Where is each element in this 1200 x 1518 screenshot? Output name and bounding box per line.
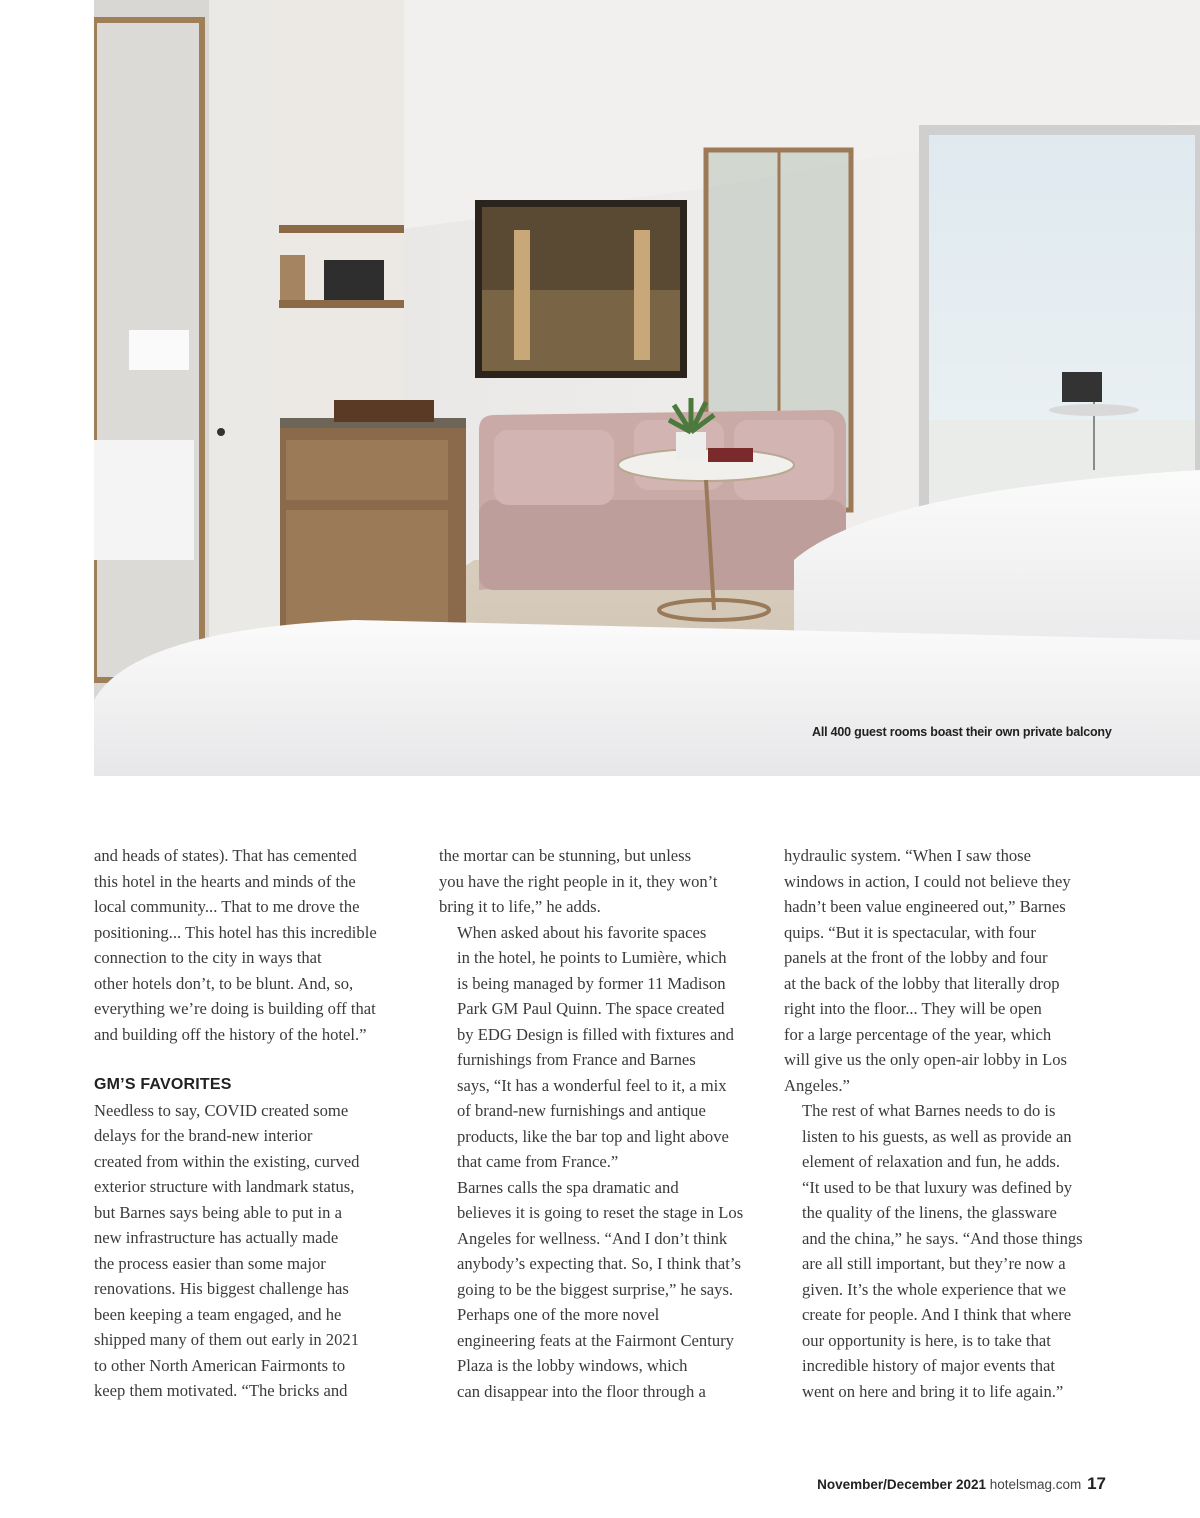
text-line: delays for the brand-new interior xyxy=(94,1126,313,1145)
text-line: can disappear into the floor through a xyxy=(457,1381,706,1401)
article-column-3 xyxy=(784,843,1108,1404)
text-line: believes it is going to reset the stage in Los xyxy=(457,1203,744,1222)
text-line: “It used to be that luxury was defined by xyxy=(802,1177,1073,1197)
text-line: in the hotel, he points to Lumière, which xyxy=(457,948,727,967)
text-line: created from within the existing, curved xyxy=(94,1151,360,1171)
text-line: hadn’t been value engineered out,” Barnes xyxy=(784,897,1066,916)
text-line: Park GM Paul Quinn. The space created xyxy=(457,999,725,1018)
text-line: Plaza is the lobby windows, which xyxy=(457,1356,688,1375)
text-line: renovations. His biggest challenge has xyxy=(94,1279,349,1298)
text-line: for a large percentage of the year, which xyxy=(784,1024,1052,1044)
text-line: other hotels don’t, to be blunt. And, so, xyxy=(94,973,354,993)
text-line: bring it to life,” he adds. xyxy=(439,897,601,916)
text-line: products, like the bar top and light above xyxy=(457,1126,729,1146)
issue-date: November/December 2021 xyxy=(817,1477,986,1492)
text-line: right into the floor... They will be open xyxy=(784,999,1042,1018)
photo-caption: All 400 guest rooms boast their own private balcony xyxy=(812,725,1112,739)
text-line: shipped many of them out early in 2021 xyxy=(94,1330,359,1349)
text-line: the quality of the linens, the glassware xyxy=(802,1203,1057,1222)
text-line: are all still important, but they’re now a xyxy=(802,1254,1066,1273)
text-line: everything we’re doing is building off that xyxy=(94,999,376,1018)
article-paragraph xyxy=(94,1098,418,1404)
text-line: windows in action, I could not believe they xyxy=(784,871,1071,891)
text-line: and heads of states). That has cemented xyxy=(94,846,357,865)
text-line: but Barnes says being able to put in a xyxy=(94,1202,342,1222)
article-paragraph xyxy=(784,843,1108,1098)
text-line: Needless to say, COVID created some xyxy=(94,1100,349,1120)
hotel-room-photo xyxy=(94,0,1200,776)
text-line: and the china,” he says. “And those things xyxy=(802,1228,1083,1248)
text-line: hydraulic system. “When I saw those xyxy=(784,846,1031,865)
article-column-2 xyxy=(439,843,763,1404)
text-line: create for people. And I think that where xyxy=(802,1305,1072,1324)
article-paragraph xyxy=(439,920,763,1175)
text-line: engineering feats at the Fairmont Century xyxy=(457,1330,734,1350)
text-line: keep them motivated. “The bricks and xyxy=(94,1381,348,1400)
text-line: furnishings from France and Barnes xyxy=(457,1050,696,1069)
text-line: been keeping a team engaged, and he xyxy=(94,1304,342,1324)
text-line: our opportunity is here, is to take that xyxy=(802,1330,1051,1350)
text-line: Perhaps one of the more novel xyxy=(457,1305,660,1324)
magazine-url: hotelsmag.com xyxy=(989,1477,1082,1492)
text-line: local community... That to me drove the xyxy=(94,897,360,916)
text-line: incredible history of major events that xyxy=(802,1356,1055,1375)
text-line: Angeles.” xyxy=(784,1075,850,1095)
text-line: you have the right people in it, they won’t xyxy=(439,871,718,891)
text-line: to other North American Fairmonts to xyxy=(94,1355,346,1375)
text-line: went on here and bring it to life again.” xyxy=(802,1381,1064,1401)
text-line: listen to his guests, as well as provide an xyxy=(802,1126,1072,1146)
text-line: The rest of what Barnes needs to do is xyxy=(802,1101,1056,1120)
text-line: Barnes calls the spa dramatic and xyxy=(457,1177,679,1197)
text-line: When asked about his favorite spaces xyxy=(457,922,707,942)
page-footer xyxy=(817,1474,1106,1494)
text-line: the mortar can be stunning, but unless xyxy=(439,846,692,865)
text-line: anybody’s expecting that. So, I think that’s xyxy=(457,1254,741,1273)
text-line: element of relaxation and fun, he adds. xyxy=(802,1152,1061,1171)
article-paragraph xyxy=(439,843,763,920)
text-line: and building off the history of the hotel.” xyxy=(94,1024,367,1044)
text-line: will give us the only open-air lobby in Los xyxy=(784,1050,1067,1069)
text-line: by EDG Design is filled with fixtures and xyxy=(457,1024,734,1044)
article-paragraph xyxy=(439,1175,763,1303)
text-line: the process easier than some major xyxy=(94,1253,326,1273)
text-line: says, “It has a wonderful feel to it, a mix xyxy=(457,1075,727,1095)
text-line: connection to the city in ways that xyxy=(94,948,322,967)
text-line: going to be the biggest surprise,” he says. xyxy=(457,1279,734,1299)
article-paragraph xyxy=(439,1302,763,1404)
text-line: new infrastructure has actually made xyxy=(94,1228,339,1247)
article-paragraph xyxy=(784,1098,1108,1404)
text-line: at the back of the lobby that literally drop xyxy=(784,973,1060,993)
text-line: quips. “But it is spectacular, with four xyxy=(784,922,1036,942)
text-line: Angeles for wellness. “And I don’t think xyxy=(457,1228,728,1248)
text-line: of brand-new furnishings and antique xyxy=(457,1101,706,1120)
article-column-1 xyxy=(94,843,418,1404)
article-paragraph xyxy=(94,843,418,1047)
text-line: given. It’s the whole experience that we xyxy=(802,1279,1067,1299)
text-line: this hotel in the hearts and minds of the xyxy=(94,871,356,891)
section-subhead: GM’S FAVORITES xyxy=(94,1076,232,1093)
text-line: panels at the front of the lobby and four xyxy=(784,948,1048,967)
page-number: 17 xyxy=(1087,1474,1106,1493)
text-line: positioning... This hotel has this incredible xyxy=(94,922,377,942)
text-line: is being managed by former 11 Madison xyxy=(457,973,726,993)
text-line: that came from France.” xyxy=(457,1152,619,1171)
text-line: exterior structure with landmark status, xyxy=(94,1177,355,1196)
